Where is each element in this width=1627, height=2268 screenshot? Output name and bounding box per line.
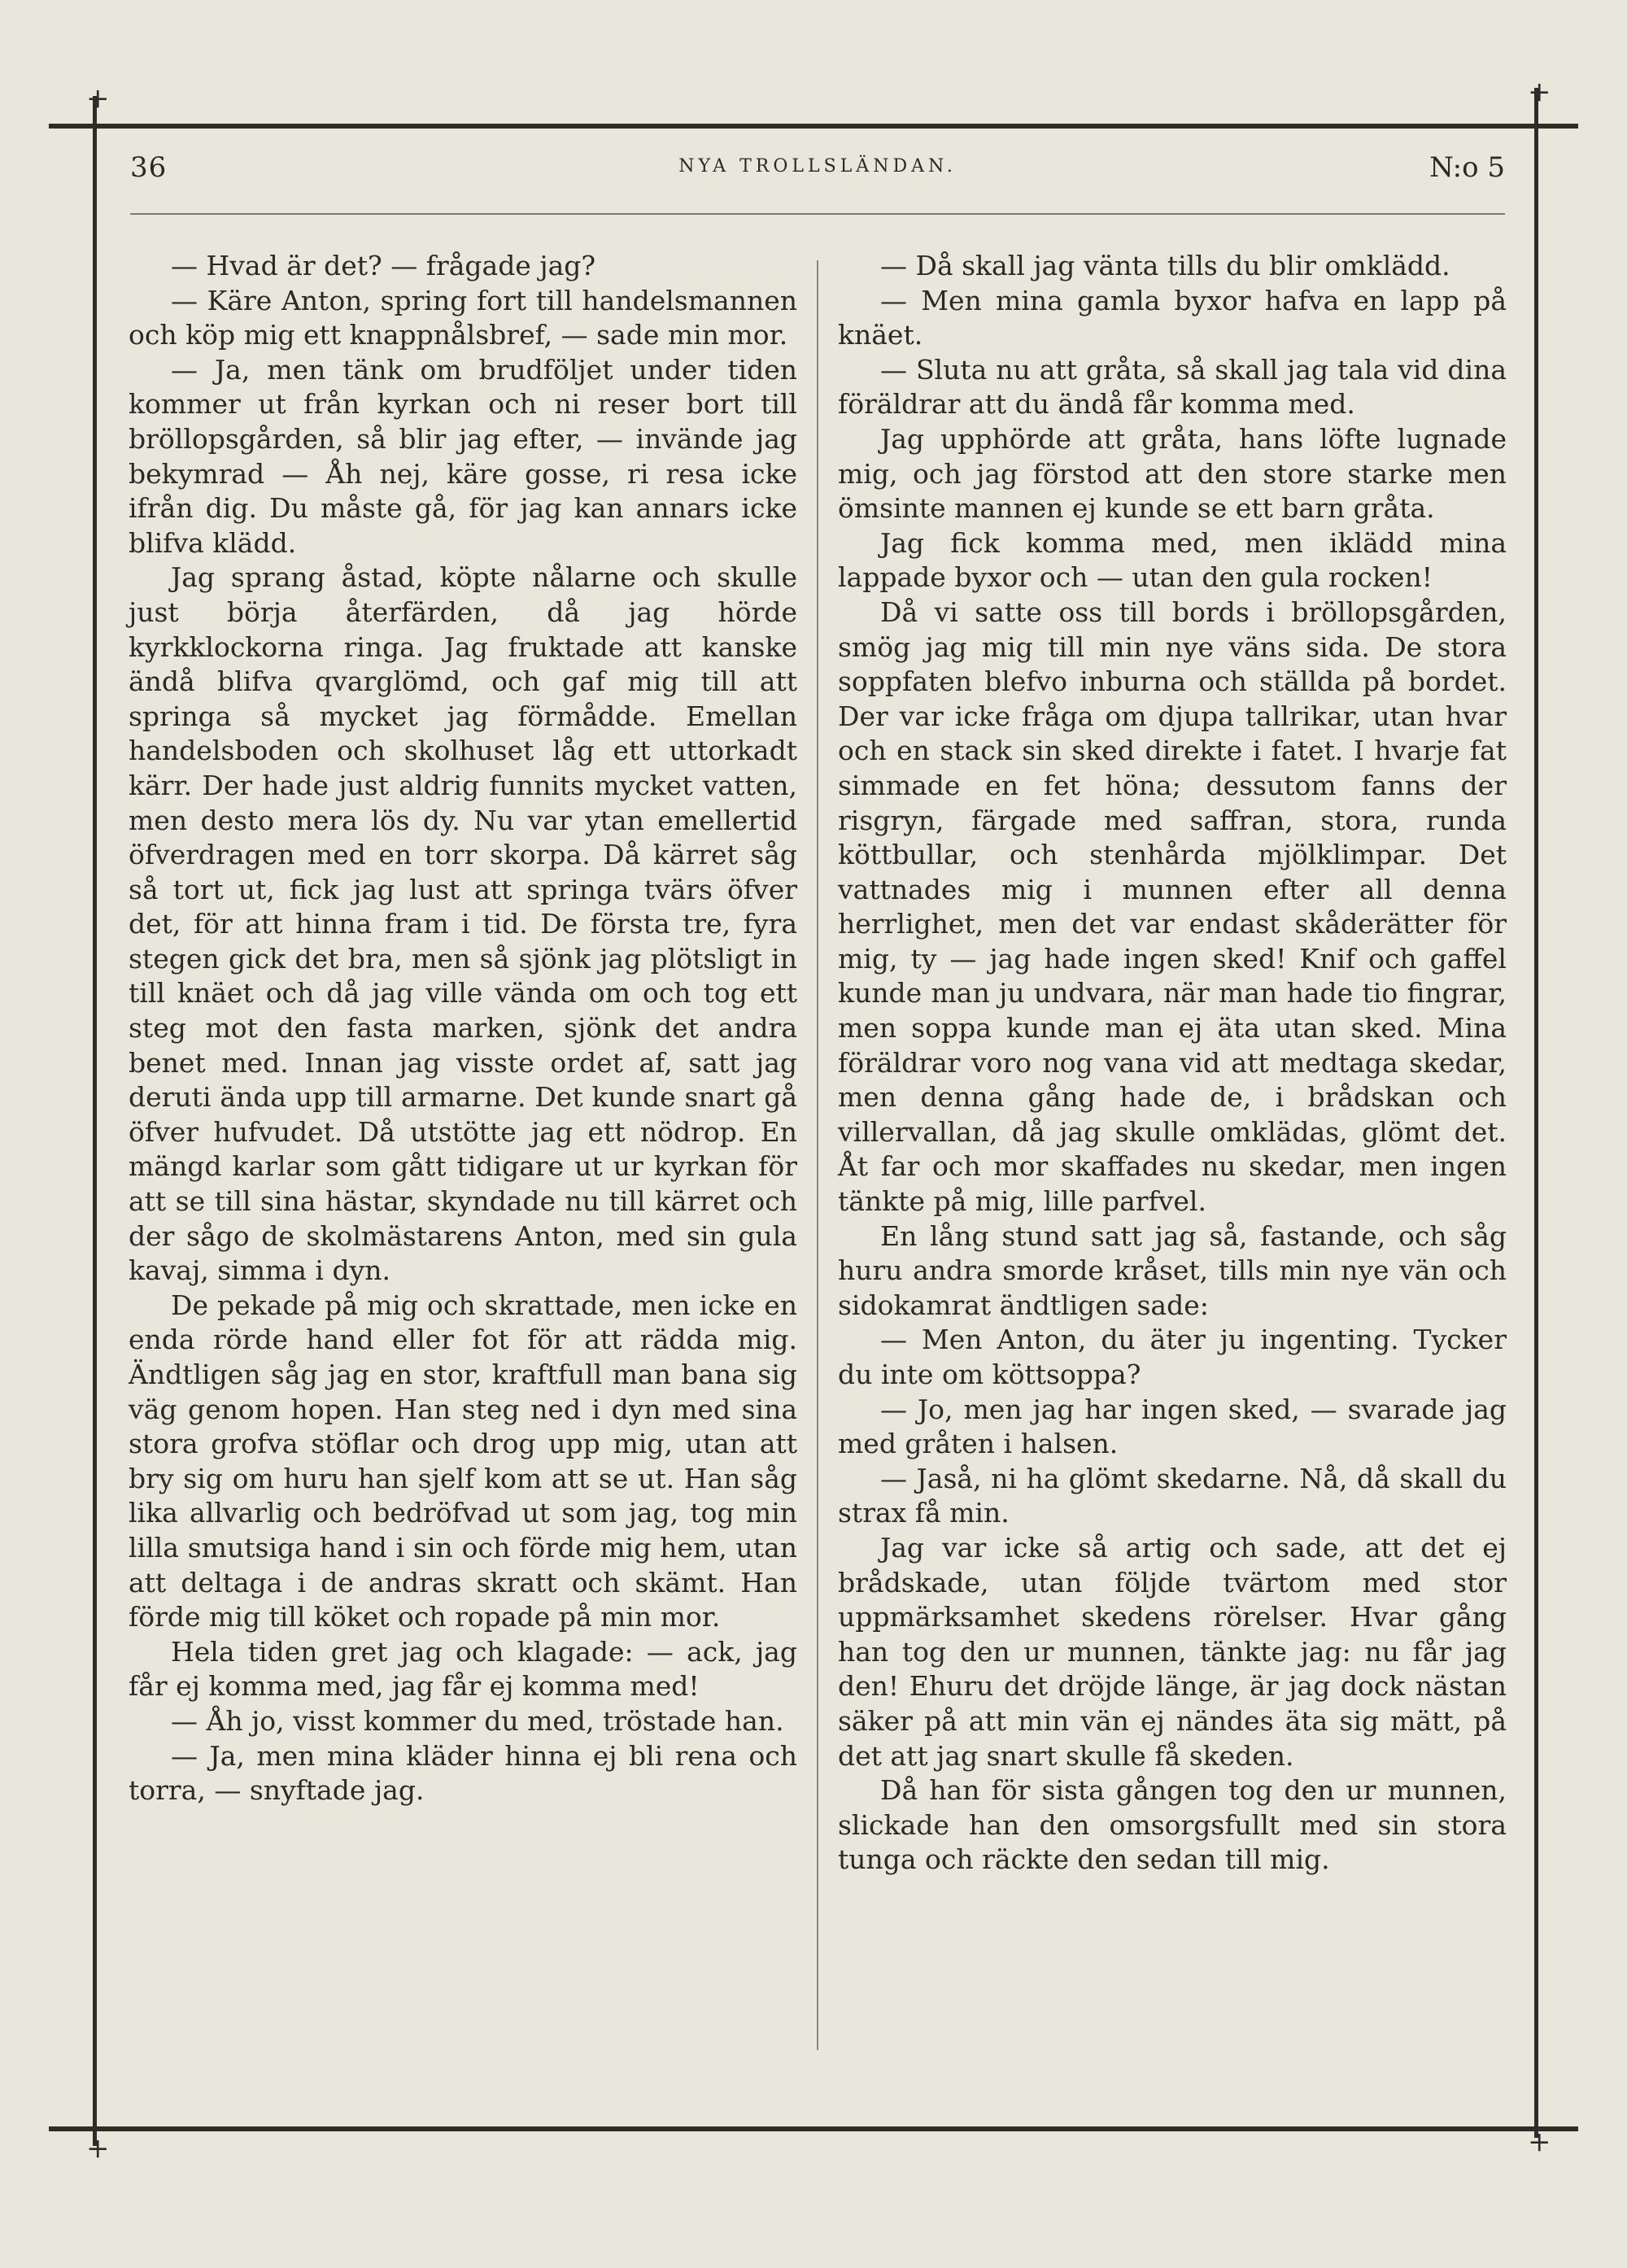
paragraph: — Jo, men jag har ingen sked, — svarade jag med gråten i halsen.: [838, 1393, 1507, 1460]
frame-left-rule: [93, 96, 97, 2146]
paragraph: — Ja, men mina kläder hinna ej bli rena och torra, — snyftade jag.: [129, 1739, 797, 1807]
paragraph: Jag sprang åstad, köpte nålarne och skulle just börja återfärden, då jag hörde kyrkklockorna ringa. Jag fruktade att kanske ändå blifva qvarglömd, och gaf mig till att springa så mycket jag förmådde. Emellan handelsboden och skolhuset låg ett uttorkadt kärr. Der hade just aldrig funnits mycket vatten, men desto mera lös dy. Nu var ytan emellertid öfverdragen med en torr skorpa. Då kärret såg så tort ut, fick jag lust att springa tvärs öfver det, för att hinna fram i tid. De första tre, fyra stegen gick det bra, men så sjönk jag plötsligt in till knäet och då jag ville vända om och tog ett steg mot den fasta marken, sjönk det andra benet med. Innan jag visste ordet af, satt jag deruti ända upp till armarne. Det kunde snart gå öfver hufvudet. Då utstötte jag ett nödrop. En mängd karlar som gått tidigare ut ur kyrkan för att se till sina hästar, skyndade nu till kärret och der sågo de skolmästarens Anton, med sin gula kavaj, simma i dyn.: [129, 561, 797, 1287]
paragraph: Då vi satte oss till bords i bröllopsgården, smög jag mig till min nye väns sida. De stora soppfaten blefvo inburna och ställda på bordet. Der var icke fråga om djupa tallrikar, utan hvar och en stack sin sked direkte i fatet. I hvarje fat simmade en fet höna; dessutom fanns der risgryn, färgade med saffran, stora, runda köttbullar, och stenhårda mjölklimpar. Det vattnades mig i munnen efter all denna herrlighet, men det var endast skåderätter för mig, ty — jag hade ingen sked! Knif och gaffel kunde man ju undvara, när man hade tio fingrar, men soppa kunde man ej äta utan sked. Mina föräldrar voro nog vana vid att medtaga skedar, men denna gång hade de, i brådskan och villervallan, då jag skulle omklädas, glömt det. Åt far och mor skaffades nu skedar, men ingen tänkte på mig, lille parfvel.: [838, 595, 1507, 1218]
text-column-right: [838, 249, 1507, 1878]
paragraph: En lång stund satt jag så, fastande, och såg huru andra smorde kråset, tills min nye vän och sidokamrat ändtligen sade:: [838, 1219, 1507, 1321]
text-column-left: [129, 249, 797, 1808]
running-title: NYA TROLLSLÄNDAN.: [678, 156, 957, 177]
paragraph: Jag fick komma med, men iklädd mina lappade byxor och — utan den gula rocken!: [838, 526, 1507, 594]
corner-cross-icon: +: [86, 82, 110, 115]
paragraph: — Jaså, ni ha glömt skedarne. Nå, då skall du strax få min.: [838, 1462, 1507, 1529]
paragraph: — Då skall jag vänta tills du blir omklädd.: [880, 250, 1450, 281]
paragraph: — Men Anton, du äter ju ingenting. Tycker du inte om köttsoppa?: [838, 1324, 1507, 1390]
paragraph: De pekade på mig och skrattade, men icke en enda rörde hand eller fot för att rädda mig. Ändtligen såg jag en stor, kraftfull man bana sig väg genom hopen. Han steg ned i dyn med sina stora grofva stöflar och drog upp mig, utan att bry sig om huru han sjelf kom att se ut. Han såg lika allvarlig och bedröfvad ut som jag, tog min lilla smutsiga hand i sin och förde mig hem, utan att deltaga i de andras skratt och skämt. Han förde mig till köket och ropade på min mor.: [129, 1289, 797, 1633]
frame-top-rule: [49, 124, 1578, 129]
paragraph: — Hvad är det? — frågade jag?: [171, 250, 596, 281]
frame-bottom-rule: [49, 2126, 1578, 2131]
issue-number: N:o 5: [1429, 151, 1505, 184]
paragraph: — Käre Anton, spring fort till handelsmannen och köp mig ett knappnålsbref, — sade min mor.: [129, 284, 797, 351]
corner-cross-icon: +: [1528, 76, 1551, 108]
paragraph: — Sluta nu att gråta, så skall jag tala vid dina föräldrar att du ändå får komma med.: [838, 353, 1507, 421]
paragraph: Hela tiden gret jag och klagade: — ack, jag får ej komma med, jag får ej komma med!: [129, 1635, 797, 1703]
paragraph: — Ja, men tänk om brudföljet under tiden kommer ut från kyrkan och ni reser bort till bröllopsgården, så blir jag efter, — invände jag bekymrad — Åh nej, käre gosse, ri resa icke ifrån dig. Du måste gå, för jag kan annars icke blifva klädd.: [129, 353, 797, 559]
paragraph: — Åh jo, visst kommer du med, tröstade han.: [171, 1704, 784, 1737]
paragraph: Jag upphörde att gråta, hans löfte lugnade mig, och jag förstod att den store starke men ömsinte mannen ej kunde se ett barn gråta.: [838, 422, 1507, 525]
column-divider: [817, 260, 818, 2050]
corner-cross-icon: +: [1528, 2126, 1551, 2158]
paragraph: Då han för sista gången tog den ur munnen, slickade han den omsorgsfullt med sin stora tunga och räckte den sedan till mig.: [838, 1774, 1507, 1876]
corner-cross-icon: +: [86, 2132, 110, 2165]
paragraph: Jag var icke så artig och sade, att det ej brådskade, utan följde tvärtom med stor uppmärksamhet skedens rörelser. Hvar gång han tog den ur munnen, tänkte jag: nu får jag den! Ehuru det dröjde länge, är jag dock nästan säker på att min vän ej nändes äta sig mätt, på det att jag snart skulle få skeden.: [838, 1531, 1507, 1772]
page-header: [130, 151, 1505, 192]
paragraph: — Men mina gamla byxor hafva en lapp på knäet.: [838, 284, 1507, 351]
page-number: 36: [130, 151, 168, 184]
header-rule: [130, 213, 1505, 215]
frame-right-rule: [1534, 88, 1538, 2138]
